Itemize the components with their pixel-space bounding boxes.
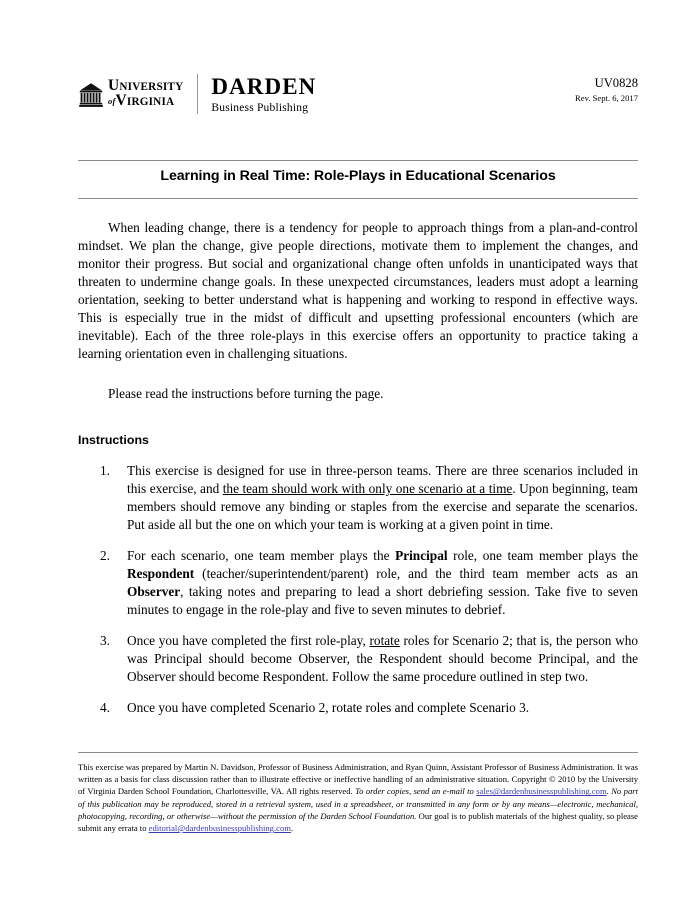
darden-subtitle: Business Publishing [211, 101, 309, 114]
document-revision-date: Rev. Sept. 6, 2017 [575, 92, 638, 103]
sales-email-link[interactable]: sales@dardenbusinesspublishing.com [476, 786, 607, 797]
page-title: Learning in Real Time: Role-Plays in Educational Scenarios [160, 168, 556, 184]
list-item-text-part4: , taking notes and preparing to lead a short debriefing session. Take five to seven minutes to engage in the role-play and five to seven minutes to debrief. [127, 584, 638, 618]
footer-text-segment-5: . [290, 823, 294, 834]
list-item-text-part1: This exercise is designed for use in three-person teams. There are three scenarios included in this exercise, and [127, 463, 638, 497]
masthead [78, 74, 638, 122]
list-item-text-part2: role, one team member plays the [447, 548, 638, 564]
instructions-list [78, 462, 638, 717]
list-item-underlined-phrase: the team should work with only one scenario at a time [222, 481, 513, 497]
list-item [78, 632, 638, 686]
masthead-divider [197, 74, 198, 114]
editorial-email-link[interactable]: editorial@dardenbusinesspublishing.com [148, 823, 291, 834]
footer-text-segment-4: Our goal is to publish materials of the highest quality, so please submit any errata to [78, 810, 638, 834]
university-wordmark [108, 79, 183, 108]
list-item-text-part1: Once you have completed Scenario 2, rotate roles and complete Scenario 3. [127, 700, 530, 716]
footer-credits [78, 761, 638, 834]
role-observer: Observer [127, 584, 181, 600]
title-rule-top [78, 160, 638, 161]
university-of-virginia-logo [78, 74, 197, 114]
list-item-number: 1. [100, 463, 110, 479]
footer-copyright-notice: . No part of this publication may be reproduced, stored in a retrieval system, used in a spreadsheet, or transmitted in any form or by any means—electronic, mechanical, photocopying, recording, or otherwise—without the permission of the Darden School Foundation. [78, 786, 638, 821]
list-item-text-part1: For each scenario, one team member plays the [127, 548, 396, 564]
list-item-number: 3. [100, 633, 110, 649]
list-item-number: 2. [100, 548, 110, 564]
brand-lockup [78, 74, 316, 114]
list-item-text-part3: (teacher/superintendent/parent) role, and the third team member acts as an [194, 566, 638, 582]
list-item-text-part2: roles for Scenario 2; that is, the person who was Principal should become Observer, the Respondent should become Principal, and the Observer should become Respondent. Follow the same procedure outlined in step two. [127, 633, 639, 685]
footer-text-segment-1: This exercise was prepared by Martin N. Davidson, Professor of Business Administration, and Ryan Quinn, Assistant Professor of Business Administration. It was written as a basis for class discussion rather than to illustrate effective or ineffective handling of an administrative situation. Copyright © 2010 by the University of Virginia Darden School Foundation, Charlottesville, VA. All rights reserved. [78, 762, 638, 797]
read-instructions-note: Please read the instructions before turning the page. [108, 386, 384, 402]
document-body [78, 219, 638, 717]
darden-name: DARDEN [211, 74, 317, 99]
document-meta [575, 74, 638, 104]
list-item-text-part1: Once you have completed the first role-play, [127, 633, 370, 649]
footer-order-copies-note: To order copies, send an e-mail to [355, 786, 477, 797]
role-principal: Principal [395, 548, 448, 564]
title-rule-bottom [78, 198, 638, 199]
darden-logo [211, 74, 316, 114]
list-item [78, 547, 638, 619]
document-id: UV0828 [594, 76, 638, 90]
university-wordmark-line2: ofVIRGINIA [108, 91, 175, 109]
intro-paragraph: When leading change, there is a tendency for people to approach things from a plan-and-control mindset. We plan the change, give people directions, motivate them to implement the changes, and monitor their progress. But social and organizational change often unfolds in unanticipated ways that threaten to undermine change goals. In these unexpected circumstances, leaders must adopt a learning orientation, seeking to better understand what is happening and working to respond in effective ways. This is especially true in the midst of difficult and upsetting professional encounters (which are inevitable). Each of the three role-plays in this exercise offers an opportunity to practice taking a learning orientation even in challenging situations. [78, 220, 638, 362]
list-item-number: 4. [100, 700, 110, 716]
role-respondent: Respondent [127, 566, 195, 582]
university-wordmark-line1: UNIVERSITY [108, 77, 184, 95]
instructions-heading: Instructions [78, 433, 149, 448]
list-item [78, 462, 638, 534]
footer-rule [78, 752, 638, 753]
list-item-text-part2: . Upon beginning, team members should remove any binding or staples from the exercise and separate the scenarios. Put aside all but the one on which your team is working at a given point in time. [127, 481, 638, 533]
list-item-underlined-phrase: rotate [369, 633, 400, 649]
list-item [78, 699, 638, 717]
rotunda-icon [78, 82, 104, 108]
